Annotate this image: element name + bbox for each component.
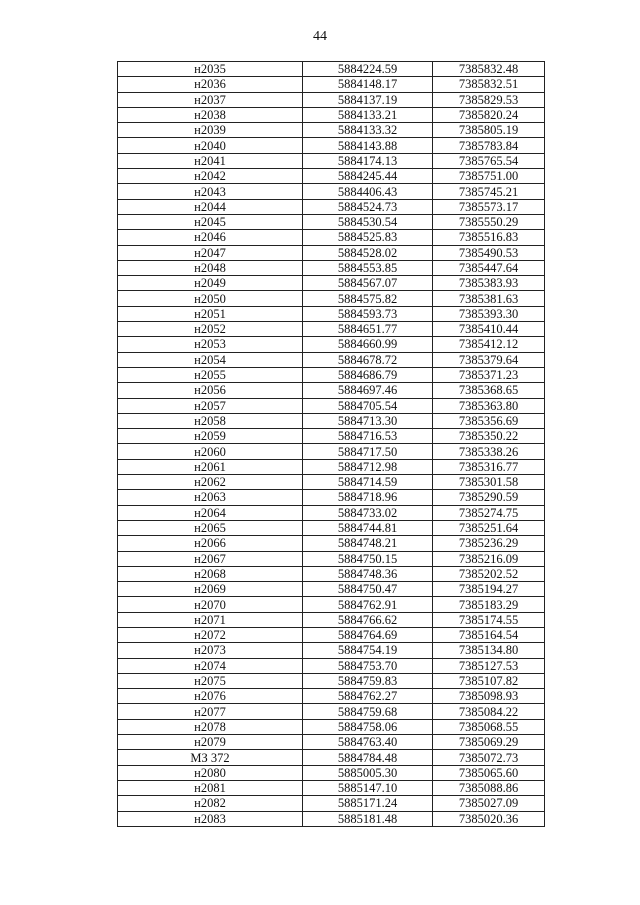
x-coordinate-cell: 5884133.21 <box>303 107 433 122</box>
point-id-cell: н2062 <box>118 475 303 490</box>
table-row <box>118 536 545 551</box>
y-coordinate-cell: 7385383.93 <box>433 276 545 291</box>
x-coordinate-cell: 5884762.27 <box>303 689 433 704</box>
y-coordinate-cell: 7385832.51 <box>433 77 545 92</box>
x-coordinate-cell: 5884763.40 <box>303 735 433 750</box>
point-id-cell: н2083 <box>118 811 303 826</box>
x-coordinate-cell: 5885171.24 <box>303 796 433 811</box>
table-row <box>118 230 545 245</box>
table-row <box>118 765 545 780</box>
y-coordinate-cell: 7385447.64 <box>433 260 545 275</box>
point-id-cell: н2059 <box>118 429 303 444</box>
point-id-cell: н2072 <box>118 627 303 642</box>
y-coordinate-cell: 7385069.29 <box>433 735 545 750</box>
x-coordinate-cell: 5884712.98 <box>303 459 433 474</box>
point-id-cell: н2078 <box>118 719 303 734</box>
table-row <box>118 704 545 719</box>
table-row <box>118 337 545 352</box>
y-coordinate-cell: 7385751.00 <box>433 169 545 184</box>
point-id-cell: н2079 <box>118 735 303 750</box>
x-coordinate-cell: 5884714.59 <box>303 475 433 490</box>
table-row <box>118 780 545 795</box>
x-coordinate-cell: 5884528.02 <box>303 245 433 260</box>
y-coordinate-cell: 7385065.60 <box>433 765 545 780</box>
y-coordinate-cell: 7385363.80 <box>433 398 545 413</box>
point-id-cell: н2082 <box>118 796 303 811</box>
point-id-cell: н2081 <box>118 780 303 795</box>
y-coordinate-cell: 7385251.64 <box>433 520 545 535</box>
x-coordinate-cell: 5884764.69 <box>303 627 433 642</box>
table-row <box>118 658 545 673</box>
point-id-cell: н2048 <box>118 260 303 275</box>
y-coordinate-cell: 7385745.21 <box>433 184 545 199</box>
table-row <box>118 551 545 566</box>
point-id-cell: н2064 <box>118 505 303 520</box>
x-coordinate-cell: 5884245.44 <box>303 169 433 184</box>
table-row <box>118 123 545 138</box>
point-id-cell: н2053 <box>118 337 303 352</box>
x-coordinate-cell: 5884133.32 <box>303 123 433 138</box>
point-id-cell: н2077 <box>118 704 303 719</box>
y-coordinate-cell: 7385368.65 <box>433 383 545 398</box>
y-coordinate-cell: 7385183.29 <box>433 597 545 612</box>
point-id-cell: н2057 <box>118 398 303 413</box>
y-coordinate-cell: 7385088.86 <box>433 780 545 795</box>
y-coordinate-cell: 7385274.75 <box>433 505 545 520</box>
point-id-cell: н2054 <box>118 352 303 367</box>
coordinates-table-body <box>118 62 545 827</box>
point-id-cell: н2056 <box>118 383 303 398</box>
table-row <box>118 444 545 459</box>
point-id-cell: н2068 <box>118 566 303 581</box>
y-coordinate-cell: 7385765.54 <box>433 153 545 168</box>
table-row <box>118 475 545 490</box>
point-id-cell: н2073 <box>118 643 303 658</box>
table-row <box>118 490 545 505</box>
x-coordinate-cell: 5884733.02 <box>303 505 433 520</box>
table-row <box>118 398 545 413</box>
y-coordinate-cell: 7385107.82 <box>433 673 545 688</box>
y-coordinate-cell: 7385338.26 <box>433 444 545 459</box>
y-coordinate-cell: 7385301.58 <box>433 475 545 490</box>
table-row <box>118 597 545 612</box>
coordinates-table <box>117 61 545 827</box>
table-row <box>118 383 545 398</box>
point-id-cell: н2065 <box>118 520 303 535</box>
table-row <box>118 322 545 337</box>
y-coordinate-cell: 7385516.83 <box>433 230 545 245</box>
x-coordinate-cell: 5884143.88 <box>303 138 433 153</box>
y-coordinate-cell: 7385350.22 <box>433 429 545 444</box>
x-coordinate-cell: 5884686.79 <box>303 367 433 382</box>
x-coordinate-cell: 5884660.99 <box>303 337 433 352</box>
y-coordinate-cell: 7385084.22 <box>433 704 545 719</box>
x-coordinate-cell: 5884148.17 <box>303 77 433 92</box>
point-id-cell: н2063 <box>118 490 303 505</box>
point-id-cell: н2038 <box>118 107 303 122</box>
x-coordinate-cell: 5884651.77 <box>303 322 433 337</box>
y-coordinate-cell: 7385194.27 <box>433 582 545 597</box>
y-coordinate-cell: 7385820.24 <box>433 107 545 122</box>
table-row <box>118 245 545 260</box>
table-row <box>118 92 545 107</box>
x-coordinate-cell: 5884748.21 <box>303 536 433 551</box>
y-coordinate-cell: 7385164.54 <box>433 627 545 642</box>
table-row <box>118 719 545 734</box>
x-coordinate-cell: 5884750.15 <box>303 551 433 566</box>
point-id-cell: н2046 <box>118 230 303 245</box>
table-row <box>118 214 545 229</box>
y-coordinate-cell: 7385068.55 <box>433 719 545 734</box>
table-row <box>118 612 545 627</box>
y-coordinate-cell: 7385290.59 <box>433 490 545 505</box>
point-id-cell: н2045 <box>118 214 303 229</box>
table-row <box>118 276 545 291</box>
point-id-cell: н2060 <box>118 444 303 459</box>
y-coordinate-cell: 7385550.29 <box>433 214 545 229</box>
table-row <box>118 459 545 474</box>
x-coordinate-cell: 5885147.10 <box>303 780 433 795</box>
point-id-cell: н2037 <box>118 92 303 107</box>
point-id-cell: н2035 <box>118 62 303 77</box>
table-row <box>118 306 545 321</box>
x-coordinate-cell: 5884575.82 <box>303 291 433 306</box>
point-id-cell: н2050 <box>118 291 303 306</box>
x-coordinate-cell: 5884766.62 <box>303 612 433 627</box>
point-id-cell: н2074 <box>118 658 303 673</box>
table-row <box>118 520 545 535</box>
point-id-cell: н2039 <box>118 123 303 138</box>
y-coordinate-cell: 7385783.84 <box>433 138 545 153</box>
x-coordinate-cell: 5884406.43 <box>303 184 433 199</box>
x-coordinate-cell: 5884524.73 <box>303 199 433 214</box>
x-coordinate-cell: 5885181.48 <box>303 811 433 826</box>
table-row <box>118 352 545 367</box>
y-coordinate-cell: 7385134.80 <box>433 643 545 658</box>
table-row <box>118 689 545 704</box>
point-id-cell: н2043 <box>118 184 303 199</box>
point-id-cell: н2076 <box>118 689 303 704</box>
table-row <box>118 107 545 122</box>
y-coordinate-cell: 7385098.93 <box>433 689 545 704</box>
point-id-cell: н2055 <box>118 367 303 382</box>
table-row <box>118 796 545 811</box>
x-coordinate-cell: 5884753.70 <box>303 658 433 673</box>
y-coordinate-cell: 7385412.12 <box>433 337 545 352</box>
x-coordinate-cell: 5884717.50 <box>303 444 433 459</box>
table-row <box>118 367 545 382</box>
point-id-cell: МЗ 372 <box>118 750 303 765</box>
y-coordinate-cell: 7385381.63 <box>433 291 545 306</box>
x-coordinate-cell: 5884705.54 <box>303 398 433 413</box>
x-coordinate-cell: 5884759.83 <box>303 673 433 688</box>
point-id-cell: н2049 <box>118 276 303 291</box>
y-coordinate-cell: 7385490.53 <box>433 245 545 260</box>
y-coordinate-cell: 7385316.77 <box>433 459 545 474</box>
point-id-cell: н2066 <box>118 536 303 551</box>
x-coordinate-cell: 5884567.07 <box>303 276 433 291</box>
table-row <box>118 62 545 77</box>
y-coordinate-cell: 7385202.52 <box>433 566 545 581</box>
y-coordinate-cell: 7385236.29 <box>433 536 545 551</box>
y-coordinate-cell: 7385072.73 <box>433 750 545 765</box>
x-coordinate-cell: 5884762.91 <box>303 597 433 612</box>
table-row <box>118 735 545 750</box>
table-row <box>118 811 545 826</box>
x-coordinate-cell: 5884593.73 <box>303 306 433 321</box>
y-coordinate-cell: 7385829.53 <box>433 92 545 107</box>
y-coordinate-cell: 7385174.55 <box>433 612 545 627</box>
point-id-cell: н2071 <box>118 612 303 627</box>
y-coordinate-cell: 7385410.44 <box>433 322 545 337</box>
point-id-cell: н2041 <box>118 153 303 168</box>
table-row <box>118 673 545 688</box>
x-coordinate-cell: 5884553.85 <box>303 260 433 275</box>
x-coordinate-cell: 5884174.13 <box>303 153 433 168</box>
x-coordinate-cell: 5884758.06 <box>303 719 433 734</box>
x-coordinate-cell: 5884137.19 <box>303 92 433 107</box>
point-id-cell: н2075 <box>118 673 303 688</box>
point-id-cell: н2058 <box>118 413 303 428</box>
page-number: 44 <box>313 29 327 44</box>
table-row <box>118 291 545 306</box>
y-coordinate-cell: 7385371.23 <box>433 367 545 382</box>
y-coordinate-cell: 7385379.64 <box>433 352 545 367</box>
table-row <box>118 138 545 153</box>
y-coordinate-cell: 7385832.48 <box>433 62 545 77</box>
x-coordinate-cell: 5884759.68 <box>303 704 433 719</box>
table-row <box>118 505 545 520</box>
point-id-cell: н2036 <box>118 77 303 92</box>
table-row <box>118 750 545 765</box>
point-id-cell: н2040 <box>118 138 303 153</box>
table-row <box>118 566 545 581</box>
table-row <box>118 413 545 428</box>
x-coordinate-cell: 5884744.81 <box>303 520 433 535</box>
table-row <box>118 582 545 597</box>
y-coordinate-cell: 7385027.09 <box>433 796 545 811</box>
table-row <box>118 429 545 444</box>
y-coordinate-cell: 7385127.53 <box>433 658 545 673</box>
table-row <box>118 199 545 214</box>
point-id-cell: н2042 <box>118 169 303 184</box>
point-id-cell: н2067 <box>118 551 303 566</box>
x-coordinate-cell: 5884718.96 <box>303 490 433 505</box>
x-coordinate-cell: 5885005.30 <box>303 765 433 780</box>
table-row <box>118 184 545 199</box>
x-coordinate-cell: 5884748.36 <box>303 566 433 581</box>
x-coordinate-cell: 5884713.30 <box>303 413 433 428</box>
point-id-cell: н2069 <box>118 582 303 597</box>
x-coordinate-cell: 5884678.72 <box>303 352 433 367</box>
point-id-cell: н2080 <box>118 765 303 780</box>
x-coordinate-cell: 5884525.83 <box>303 230 433 245</box>
y-coordinate-cell: 7385216.09 <box>433 551 545 566</box>
x-coordinate-cell: 5884750.47 <box>303 582 433 597</box>
table-row <box>118 169 545 184</box>
x-coordinate-cell: 5884716.53 <box>303 429 433 444</box>
table-row <box>118 627 545 642</box>
point-id-cell: н2047 <box>118 245 303 260</box>
point-id-cell: н2070 <box>118 597 303 612</box>
y-coordinate-cell: 7385393.30 <box>433 306 545 321</box>
x-coordinate-cell: 5884530.54 <box>303 214 433 229</box>
x-coordinate-cell: 5884697.46 <box>303 383 433 398</box>
table-row <box>118 643 545 658</box>
table-row <box>118 153 545 168</box>
y-coordinate-cell: 7385573.17 <box>433 199 545 214</box>
y-coordinate-cell: 7385805.19 <box>433 123 545 138</box>
y-coordinate-cell: 7385020.36 <box>433 811 545 826</box>
table-row <box>118 77 545 92</box>
point-id-cell: н2061 <box>118 459 303 474</box>
table-row <box>118 260 545 275</box>
x-coordinate-cell: 5884754.19 <box>303 643 433 658</box>
point-id-cell: н2052 <box>118 322 303 337</box>
y-coordinate-cell: 7385356.69 <box>433 413 545 428</box>
point-id-cell: н2044 <box>118 199 303 214</box>
point-id-cell: н2051 <box>118 306 303 321</box>
x-coordinate-cell: 5884224.59 <box>303 62 433 77</box>
x-coordinate-cell: 5884784.48 <box>303 750 433 765</box>
